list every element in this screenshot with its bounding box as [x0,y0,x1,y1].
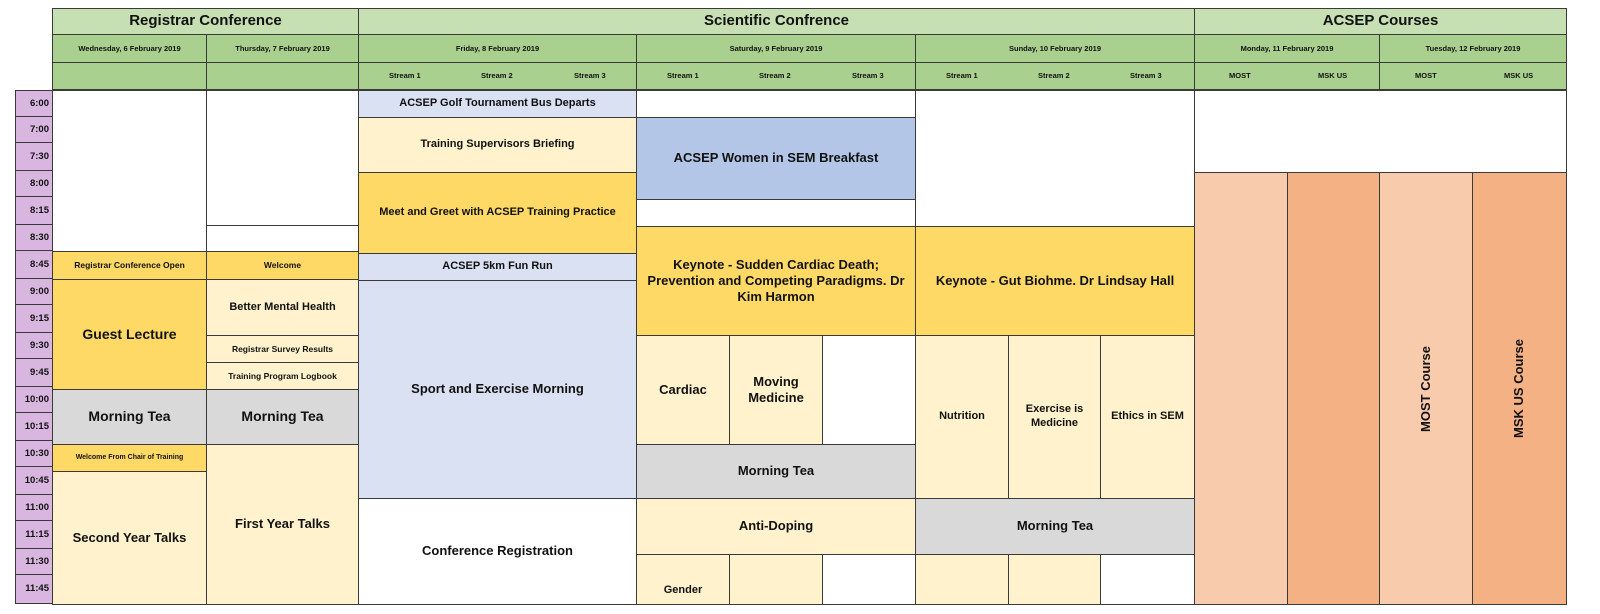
empty-slot-sat-815 [636,199,916,227]
event-guest-lecture: Guest Lecture [52,279,207,390]
stream-label-tue-mskus: MSK US [1504,71,1534,80]
empty-slot-sat-600 [636,90,916,118]
course-block-tue-mskus [1472,172,1567,605]
event-meet-greet: Meet and Greet with ACSEP Training Practice [358,172,637,254]
time-slot: 7:00 [15,116,53,143]
event-training-briefing: Training Supervisors Briefing [358,117,637,173]
event-morning-tea-thu: Morning Tea [206,389,359,445]
group-header-registrar: Registrar Conference [52,8,359,35]
day-header-fri: Friday, 8 February 2019 [358,34,637,63]
event-ethics-sem: Ethics in SEM [1100,335,1195,499]
empty-slot-sat-stream3-late [822,554,916,605]
event-morning-tea-sun: Morning Tea [915,498,1195,555]
stream-row-mon [1194,62,1380,90]
stream-label-mon-mskus: MSK US [1318,71,1348,80]
course-block-tue-most [1379,172,1473,605]
stream-label-fri-2: Stream 2 [481,71,513,80]
time-slot: 8:15 [15,196,53,225]
event-nutrition: Nutrition [915,335,1009,499]
time-slot: 11:15 [15,520,53,549]
event-sport-exercise-morning: Sport and Exercise Morning [358,280,637,499]
event-training-logbook: Training Program Logbook [206,362,359,390]
empty-slot-sat-stream3 [822,335,916,445]
time-slot: 9:45 [15,358,53,387]
time-slot: 11:00 [15,494,53,521]
time-slot: 10:00 [15,386,53,413]
empty-slot-sun-early [915,90,1195,227]
stream-label-sun-3: Stream 3 [1130,71,1162,80]
event-conference-registration: Conference Registration [358,498,637,605]
stream-label-sun-2: Stream 2 [1038,71,1070,80]
event-morning-tea-sat: Morning Tea [636,444,916,499]
empty-slot-sun-stream3-late [1100,554,1195,605]
day-header-wed: Wednesday, 6 February 2019 [52,34,207,63]
group-header-scientific: Scientific Confrence [358,8,1195,35]
event-keynote-cardiac: Keynote - Sudden Cardiac Death; Prevention and Competing Paradigms. Dr Kim Harmon [636,226,916,336]
event-slot-sun-stream1-late [915,554,1009,605]
stream-label-tue-most: MOST [1415,71,1437,80]
event-registrar-open: Registrar Conference Open [52,251,207,280]
most-course-label: MOST Course [1417,345,1433,432]
event-cardiac: Cardiac [636,335,730,445]
empty-slot-thu-early [206,90,359,226]
time-slot: 10:45 [15,466,53,495]
time-slot: 6:00 [15,90,53,117]
event-second-year-talks: Second Year Talks [52,471,207,605]
event-better-mental-health: Better Mental Health [206,279,359,336]
course-block-mon-most [1194,172,1288,605]
event-slot-sat-stream2-late [729,554,823,605]
time-slot: 9:15 [15,304,53,333]
day-header-tue: Tuesday, 12 February 2019 [1379,34,1567,63]
stream-label-fri-3: Stream 3 [574,71,606,80]
stream-label-sat-3: Stream 3 [852,71,884,80]
event-fun-run: ACSEP 5km Fun Run [358,253,637,281]
time-slot: 10:15 [15,412,53,441]
stream-label-sat-2: Stream 2 [759,71,791,80]
stream-row-thu [206,62,359,90]
day-header-mon: Monday, 11 February 2019 [1194,34,1380,63]
course-block-mon-mskus [1287,172,1380,605]
time-slot: 11:30 [15,548,53,575]
time-slot: 10:30 [15,440,53,467]
event-anti-doping: Anti-Doping [636,498,916,555]
event-welcome-chair: Welcome From Chair of Training [52,444,207,472]
stream-row-tue [1379,62,1567,90]
event-slot-sun-stream2-late [1008,554,1101,605]
event-golf-bus: ACSEP Golf Tournament Bus Departs [358,90,637,118]
time-slot: 9:30 [15,332,53,359]
event-exercise-is-medicine: Exercise is Medicine [1008,335,1101,499]
event-registrar-survey: Registrar Survey Results [206,335,359,363]
empty-slot-courses-early [1194,90,1567,173]
time-slot: 8:45 [15,250,53,279]
event-keynote-gut: Keynote - Gut Biohme. Dr Lindsay Hall [915,226,1195,336]
event-morning-tea-wed: Morning Tea [52,389,207,445]
empty-slot-thu-830 [206,225,359,252]
time-slot: 9:00 [15,278,53,305]
stream-label-fri-1: Stream 1 [389,71,421,80]
empty-slot-wed-early [52,90,207,252]
stream-label-sun-1: Stream 1 [946,71,978,80]
msk-us-course-label: MSK US Course [1511,339,1527,438]
event-welcome: Welcome [206,251,359,280]
event-women-sem-breakfast: ACSEP Women in SEM Breakfast [636,117,916,200]
event-first-year-talks: First Year Talks [206,444,359,605]
time-slot: 8:00 [15,170,53,197]
stream-row-wed [52,62,207,90]
day-header-sat: Saturday, 9 February 2019 [636,34,916,63]
day-header-thu: Thursday, 7 February 2019 [206,34,359,63]
event-gender: Gender [636,554,730,605]
stream-label-sat-1: Stream 1 [667,71,699,80]
event-moving-medicine: Moving Medicine [729,335,823,445]
time-slot: 7:30 [15,142,53,171]
group-header-acsep-courses: ACSEP Courses [1194,8,1567,35]
time-slot: 8:30 [15,224,53,251]
time-slot: 11:45 [15,574,53,604]
day-header-sun: Sunday, 10 February 2019 [915,34,1195,63]
stream-label-mon-most: MOST [1229,71,1251,80]
